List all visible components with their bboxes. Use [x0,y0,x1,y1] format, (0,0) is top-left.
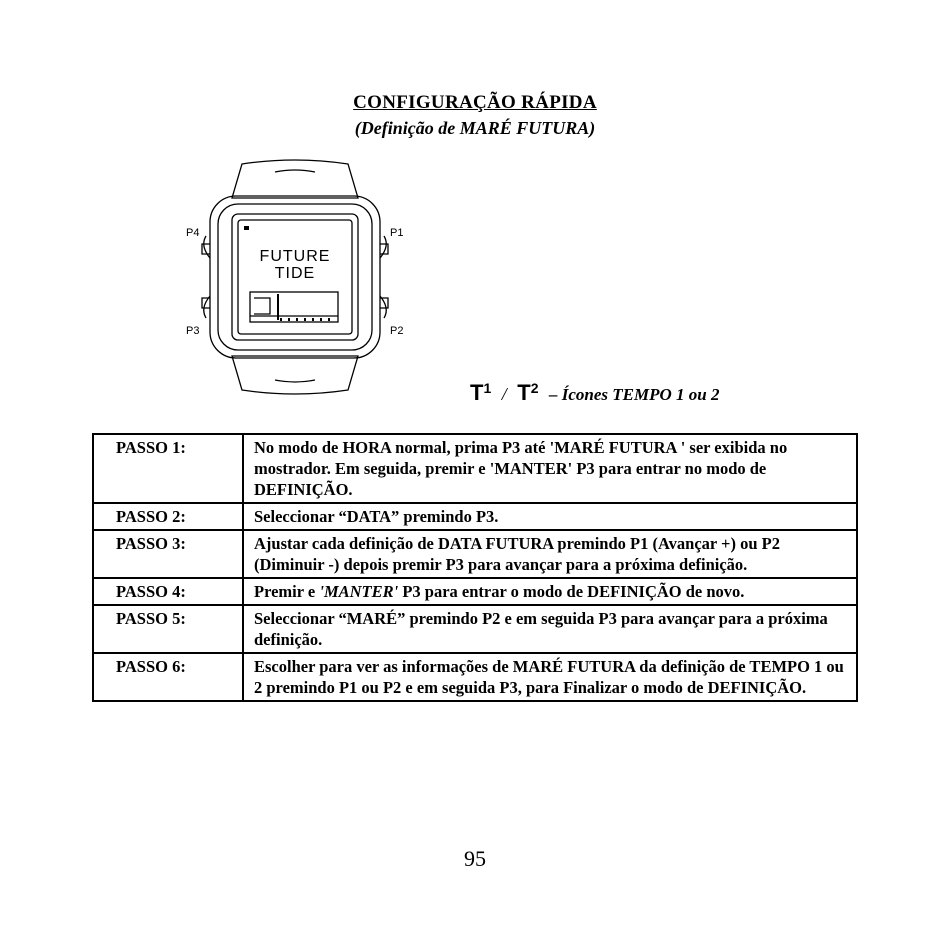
table-row [93,605,857,653]
t2-icon: T [517,380,531,405]
t1-sup: 1 [483,380,492,396]
step-label: PASSO 6: [93,653,243,701]
display-line-1: FUTURE [259,248,331,265]
step-label: PASSO 5: [93,605,243,653]
table-row [93,530,857,578]
page-subtitle: (Definição de MARÉ FUTURA) [354,118,596,138]
table-row [93,578,857,605]
steps-table [92,433,858,702]
watch-illustration [180,158,410,398]
button-label-p4: P4 [186,227,200,239]
table-row [93,653,857,701]
step-text-before: Premir e [254,582,320,601]
button-label-p3: P3 [186,325,200,337]
step-text-after: P3 para entrar o modo de DEFINIÇÃO de novo. [398,582,745,601]
t1-icon: T [470,380,484,405]
button-label-p2: P2 [390,325,404,337]
step-label: PASSO 3: [93,530,243,578]
step-text: Seleccionar “MARÉ” premindo P2 e em seguida P3 para avançar para a próxima definição. [243,605,857,653]
step-label: PASSO 1: [93,434,243,503]
step-text: Escolher para ver as informações de MARÉ FUTURA da definição de TEMPO 1 ou 2 premindo P1 ou P2 e em seguida P3, para Finalizar o modo de DEFINIÇÃO. [243,653,857,701]
table-row [93,503,857,530]
step-text: Ajustar cada definição de DATA FUTURA premindo P1 (Avançar +) ou P2 (Diminuir -) depois premir P3 para avançar para a próxima definição. [243,530,857,578]
tempo-icons-caption [470,380,720,406]
table-row [93,434,857,503]
t2-sup: 2 [530,380,539,396]
display-line-2: TIDE [274,265,316,282]
page-title: CONFIGURAÇÃO RÁPIDA [353,92,597,113]
step-label: PASSO 2: [93,503,243,530]
step-text-emphasis: 'MANTER' [319,582,399,601]
step-text: Seleccionar “DATA” premindo P3. [243,503,857,530]
step-text: No modo de HORA normal, prima P3 até 'MARÉ FUTURA ' ser exibida no mostrador. Em seguida, premir e 'MANTER' P3 para entrar no modo de DEFINIÇÃO. [243,434,857,503]
icons-separator: / [501,384,507,404]
page-number: 95 [464,846,486,871]
step-text [243,578,857,605]
button-label-p1: P1 [390,227,404,239]
icons-description: – Ícones TEMPO 1 ou 2 [549,385,720,404]
step-label: PASSO 4: [93,578,243,605]
